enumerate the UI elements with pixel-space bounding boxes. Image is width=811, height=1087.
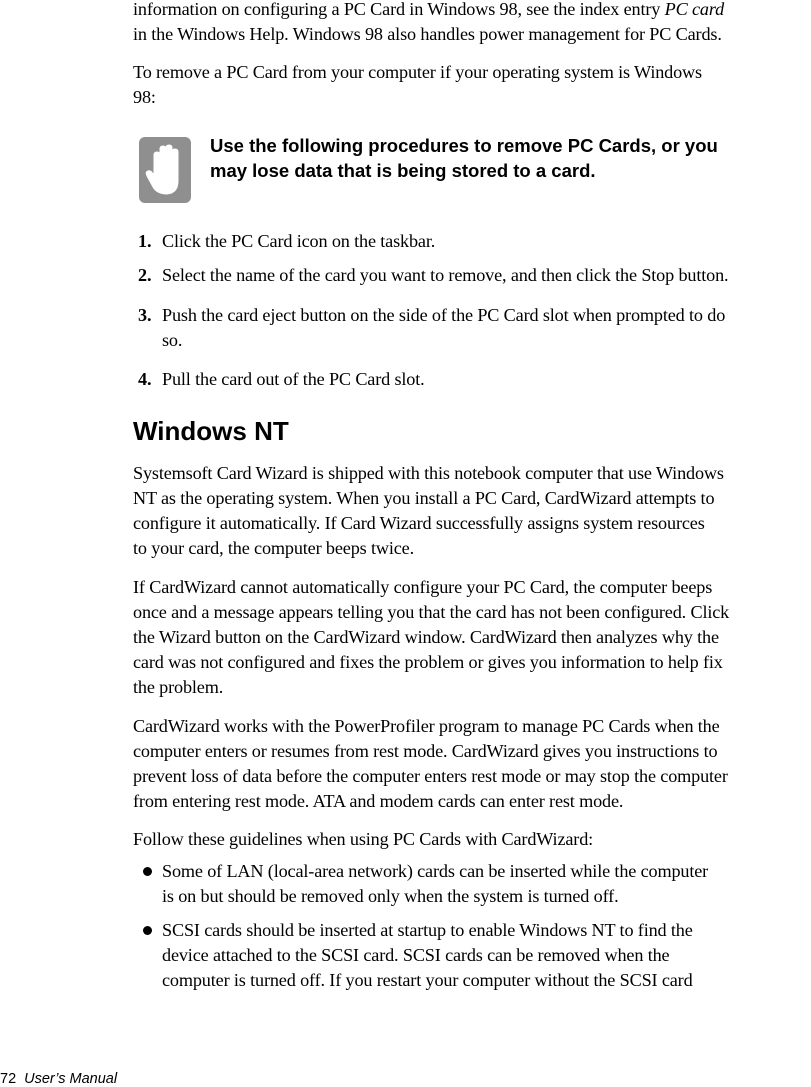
- intro-line-2: in the Windows Help. Windows 98 also handles power management for PC Cards.: [133, 24, 722, 44]
- step-line: Push the card eject button on the side of the PC Card slot when prompted to do: [162, 305, 726, 325]
- step-line: Pull the card out of the PC Card slot.: [162, 369, 425, 389]
- paragraph-guidelines-intro: [133, 827, 811, 852]
- bullet-line: is on but should be removed only when the system is turned off.: [162, 886, 619, 906]
- paragraph-line: once and a message appears telling you that the card has not been configured. Click: [133, 602, 730, 622]
- paragraph-line: Systemsoft Card Wizard is shipped with this notebook computer that use Windows: [133, 463, 724, 483]
- step-line: Click the PC Card icon on the taskbar.: [162, 231, 436, 251]
- bullet-line: computer is turned off. If you restart your computer without the SCSI card: [162, 970, 693, 990]
- paragraph-line: to your card, the computer beeps twice.: [133, 538, 415, 558]
- step-number: 4.: [138, 369, 152, 389]
- step-number: 2.: [138, 265, 152, 285]
- bullet-text: [162, 859, 708, 909]
- step-number: 1.: [138, 231, 152, 251]
- paragraph-line: If CardWizard cannot automatically configure your PC Card, the computer beeps: [133, 577, 713, 597]
- index-entry-term: PC card: [664, 0, 725, 19]
- bullet-text: [162, 918, 693, 993]
- paragraph-line: the Wizard button on the CardWizard window. CardWizard then analyzes why the: [133, 627, 719, 647]
- warning-line-1: Use the following procedures to remove PC Cards, or you: [210, 135, 718, 156]
- page-footer: [0, 1071, 117, 1087]
- paragraph-line: CardWizard works with the PowerProfiler program to manage PC Cards when the: [133, 716, 720, 736]
- manual-title: User’s Manual: [24, 1071, 118, 1087]
- step-number: 3.: [138, 305, 152, 325]
- paragraph-cardwizard-failure: [133, 575, 811, 700]
- intro-paragraph: [133, 0, 811, 47]
- paragraph-line: computer enters or resumes from rest mode. CardWizard gives you instructions to: [133, 741, 718, 761]
- paragraph-powerprofiler: [133, 714, 811, 814]
- step-text: [162, 263, 728, 288]
- intro-line-1-text: information on configuring a PC Card in Windows 98, see the index entry: [133, 0, 665, 19]
- paragraph-line: the problem.: [133, 677, 224, 697]
- paragraph-line: card was not configured and fixes the problem or gives you information to help fix: [133, 652, 723, 672]
- page-number: 72: [0, 1071, 17, 1087]
- bullet-dot-icon: [143, 867, 152, 876]
- remove-intro-paragraph: [133, 60, 811, 110]
- intro-line-1: [133, 0, 811, 22]
- bullet-line: Some of LAN (local-area network) cards can be inserted while the computer: [162, 861, 709, 881]
- remove-intro-line-2: 98:: [133, 87, 156, 107]
- paragraph-line: prevent loss of data before the computer enters rest mode or may stop the computer: [133, 766, 728, 786]
- step-text: [162, 303, 725, 353]
- warning-line-2: may lose data that is being stored to a card.: [210, 160, 596, 181]
- bullet-line: SCSI cards should be inserted at startup to enable Windows NT to find the: [162, 920, 693, 940]
- paragraph-line: configure it automatically. If Card Wizard successfully assigns system resources: [133, 513, 705, 533]
- paragraph-line: NT as the operating system. When you install a PC Card, CardWizard attempts to: [133, 488, 715, 508]
- bullet-dot-icon: [143, 926, 152, 935]
- warning-text: [210, 133, 810, 183]
- paragraph-line: Follow these guidelines when using PC Cards with CardWizard:: [133, 829, 594, 849]
- section-heading: Windows NT: [133, 416, 289, 446]
- paragraph-line: from entering rest mode. ATA and modem cards can enter rest mode.: [133, 791, 624, 811]
- step-text: [162, 367, 425, 392]
- step-line: so.: [162, 330, 183, 350]
- step-line: Select the name of the card you want to remove, and then click the Stop button.: [162, 265, 729, 285]
- step-text: [162, 229, 435, 254]
- paragraph-cardwizard-intro: [133, 461, 811, 561]
- bullet-line: device attached to the SCSI card. SCSI cards can be removed when the: [162, 945, 670, 965]
- remove-intro-line-1: To remove a PC Card from your computer if your operating system is Windows: [133, 62, 702, 82]
- stop-hand-icon: [139, 137, 191, 203]
